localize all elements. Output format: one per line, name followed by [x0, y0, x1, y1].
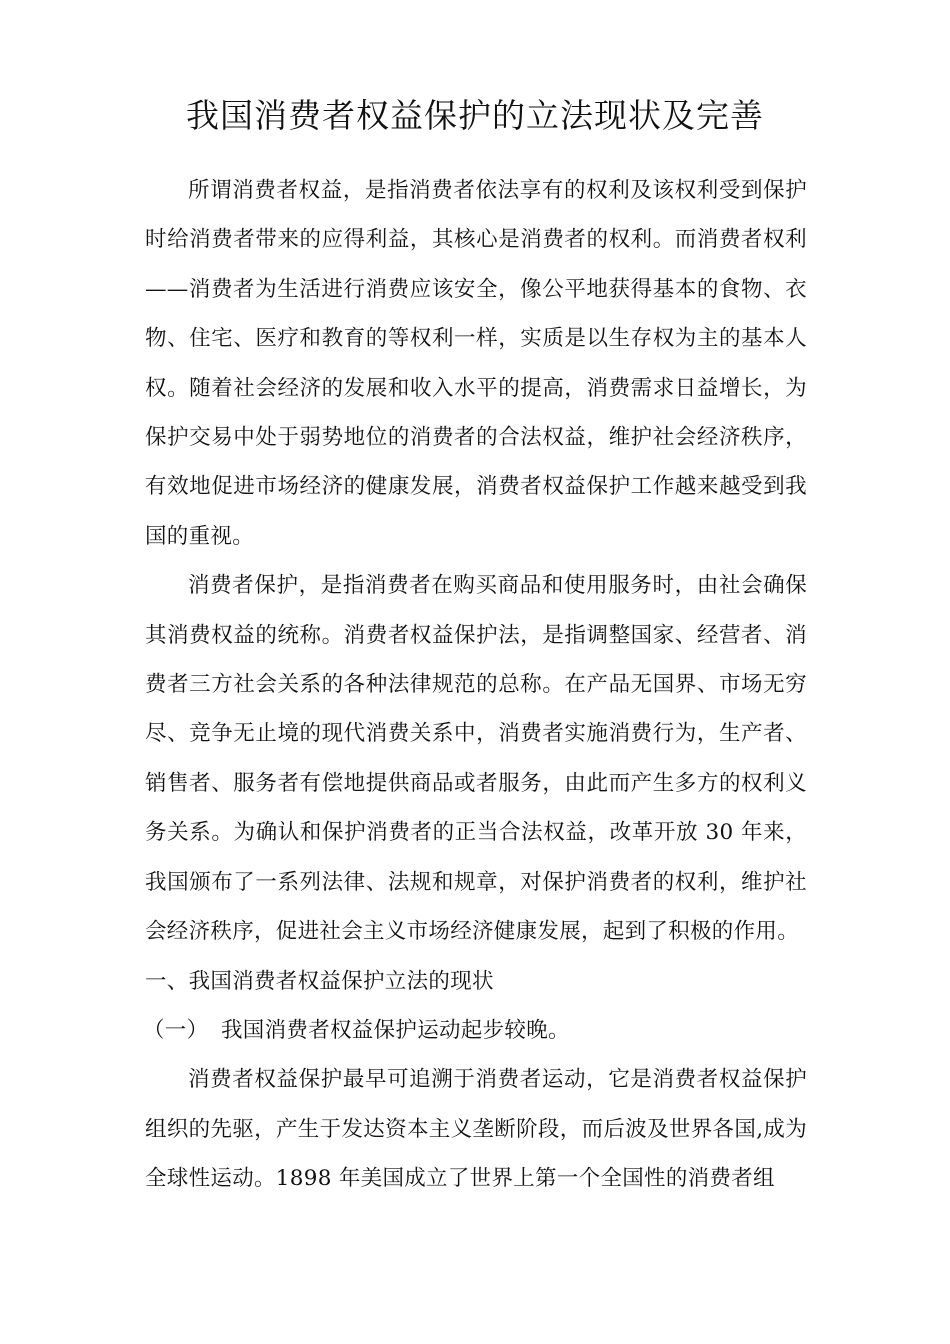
subsection-number: （一）: [143, 1017, 209, 1043]
section-heading: 一、我国消费者权益保护立法的现状: [145, 968, 494, 994]
document-body: [145, 166, 807, 1204]
paragraph-3: 消费者权益保护最早可追溯于消费者运动，它是消费者权益保护组织的先驱，产生于发达资本主义垄断阶段，而后波及世界各国,成为全球性运动。1898 年美国成立了世界上第一个全国性的消费者组: [145, 1067, 807, 1192]
paragraph-2: 消费者保护，是指消费者在购买商品和使用服务时，由社会确保其消费权益的统称。消费者权益保护法，是指调整国家、经营者、消费者三方社会关系的各种法律规范的总称。在产品无国界、市场无穷尽、竞争无止境的现代消费关系中，消费者实施消费行为，生产者、销售者、服务者有偿地提供商品或者服务，由此而产生多方的权利义务关系。为确认和保护消费者的正当合法权益，改革开放 30 年来，我国颁布了一系列法律、法规和规章，对保护消费者的权利，维护社会经济秩序，促进社会主义市场经济健康发展，起到了积极的作用。: [145, 573, 807, 945]
paragraph-1: 所谓消费者权益，是指消费者依法享有的权利及该权利受到保护时给消费者带来的应得利益，其核心是消费者的权利。而消费者权利——消费者为生活进行消费应该安全，像公平地获得基本的食物、衣物、住宅、医疗和教育的等权利一样，实质是以生存权为主的基本人权。随着社会经济的发展和收入水平的提高，消费需求日益增长，为保护交易中处于弱势地位的消费者的合法权益，维护社会经济秩序，有效地促进市场经济的健康发展，消费者权益保护工作越来越受到我国的重视。: [145, 178, 807, 549]
subsection-text: 我国消费者权益保护运动起步较晚。: [221, 1017, 570, 1043]
subsection-heading: [143, 1006, 807, 1055]
document-title: 我国消费者权益保护的立法现状及完善: [186, 96, 764, 135]
